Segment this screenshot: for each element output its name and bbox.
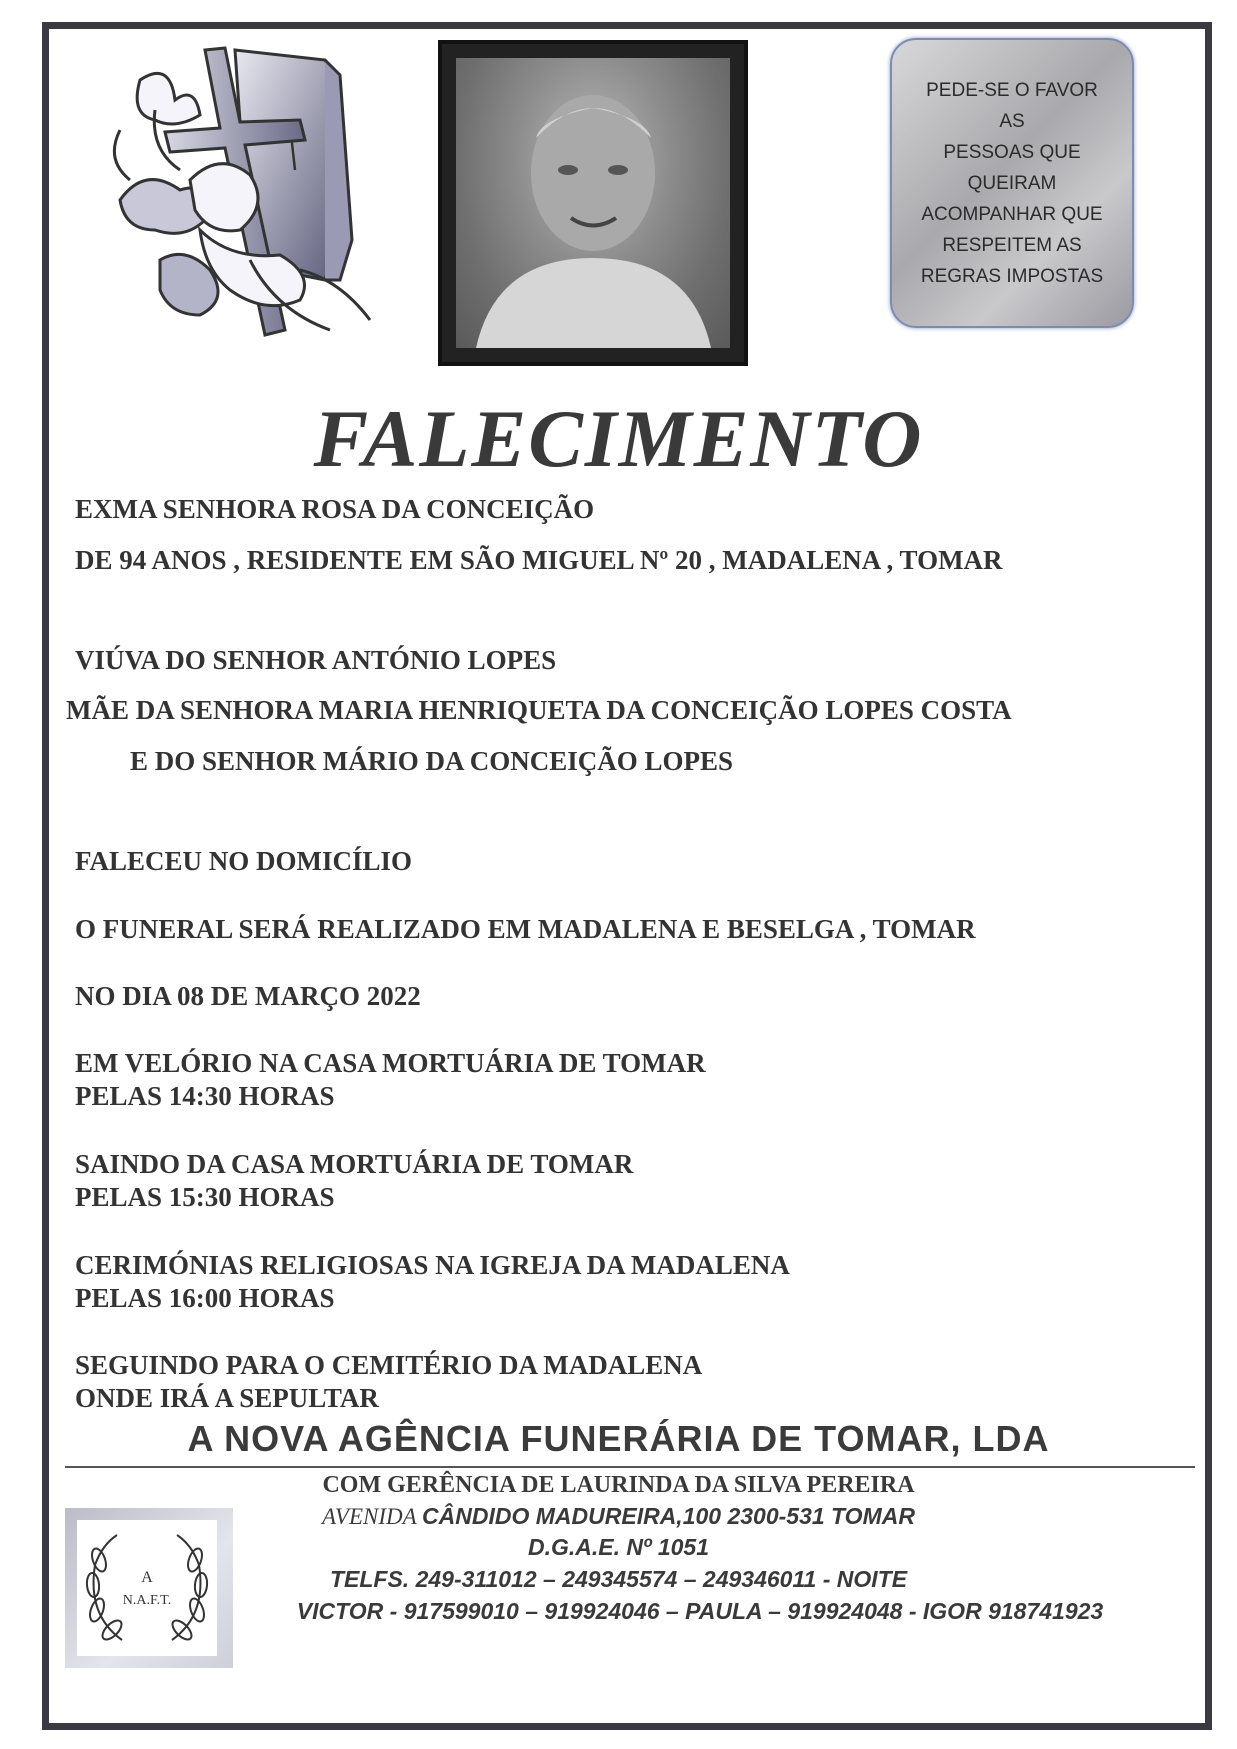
agency-contacts: VICTOR - 917599010 – 919924046 – PAULA – 919924048 - IGOR 918741923 — [296, 1598, 1104, 1624]
address-text: CÂNDIDO MADUREIRA,100 2300-531 TOMAR — [422, 1503, 915, 1529]
notice-line: QUEIRAM — [967, 172, 1057, 194]
place-of-death: FALECEU NO DOMICÍLIO — [75, 846, 413, 876]
deceased-name: EXMA SENHORA ROSA DA CONCEIÇÃO — [75, 494, 595, 524]
page-title: FALECIMENTO — [313, 393, 924, 484]
deceased-photo — [438, 40, 748, 366]
portrait-image — [456, 58, 730, 348]
notice-line: PEDE-SE O FAVOR AS — [926, 79, 1098, 132]
agency-phones: TELFS. 249-311012 – 249345574 – 249346011 - NOITE — [329, 1566, 908, 1592]
portrait-silhouette-icon — [456, 58, 730, 348]
deceased-age-residence: DE 94 ANOS , RESIDENTE EM SÃO MIGUEL Nº 20 , MADALENA , TOMAR — [75, 545, 1003, 575]
notice-line: RESPEITEM AS — [942, 234, 1082, 256]
and-son: E DO SENHOR MÁRIO DA CONCEIÇÃO LOPES — [130, 746, 734, 776]
mother-of: MÃE DA SENHORA MARIA HENRIQUETA DA CONCEIÇÃO LOPES COSTA — [66, 695, 1012, 725]
cross-lily-illustration — [100, 30, 380, 350]
notice-text — [912, 75, 1112, 292]
agency-name: A NOVA AGÊNCIA FUNERÁRIA DE TOMAR, LDA — [187, 1418, 1050, 1459]
ceremony-time: PELAS 16:00 HORAS — [75, 1283, 335, 1313]
funeral-date: NO DIA 08 DE MARÇO 2022 — [75, 981, 421, 1011]
notice-line: PESSOAS QUE — [943, 141, 1081, 163]
cemetery: SEGUINDO PARA O CEMITÉRIO DA MADALENA — [75, 1350, 703, 1380]
notice-line: ACOMPANHAR QUE — [921, 203, 1103, 225]
logo-initials: N.A.F.T. — [122, 1593, 172, 1608]
notice-line: REGRAS IMPOSTAS — [920, 265, 1104, 287]
agency-license: D.G.A.E. Nº 1051 — [528, 1534, 709, 1560]
departure-time: PELAS 15:30 HORAS — [75, 1182, 335, 1212]
ceremony-location: CERIMÓNIAS RELIGIOSAS NA IGREJA DA MADALENA — [75, 1250, 790, 1280]
wake-location: EM VELÓRIO NA CASA MORTUÁRIA DE TOMAR — [75, 1048, 706, 1078]
divider — [65, 1466, 1195, 1468]
widow-of: VIÚVA DO SENHOR ANTÓNIO LOPES — [75, 645, 557, 675]
wake-time: PELAS 14:30 HORAS — [75, 1081, 335, 1111]
address-prefix: AVENIDA — [322, 1504, 423, 1529]
departure-location: SAINDO DA CASA MORTUÁRIA DE TOMAR — [75, 1149, 634, 1179]
logo-letter: A — [141, 1569, 153, 1586]
agency-address — [0, 1503, 1237, 1530]
funeral-location: O FUNERAL SERÁ REALIZADO EM MADALENA E BESELGA , TOMAR — [75, 914, 976, 944]
notice-badge — [890, 38, 1134, 328]
agency-manager: COM GERÊNCIA DE LAURINDA DA SILVA PEREIRA — [322, 1472, 915, 1498]
burial: ONDE IRÁ A SEPULTAR — [75, 1383, 379, 1413]
